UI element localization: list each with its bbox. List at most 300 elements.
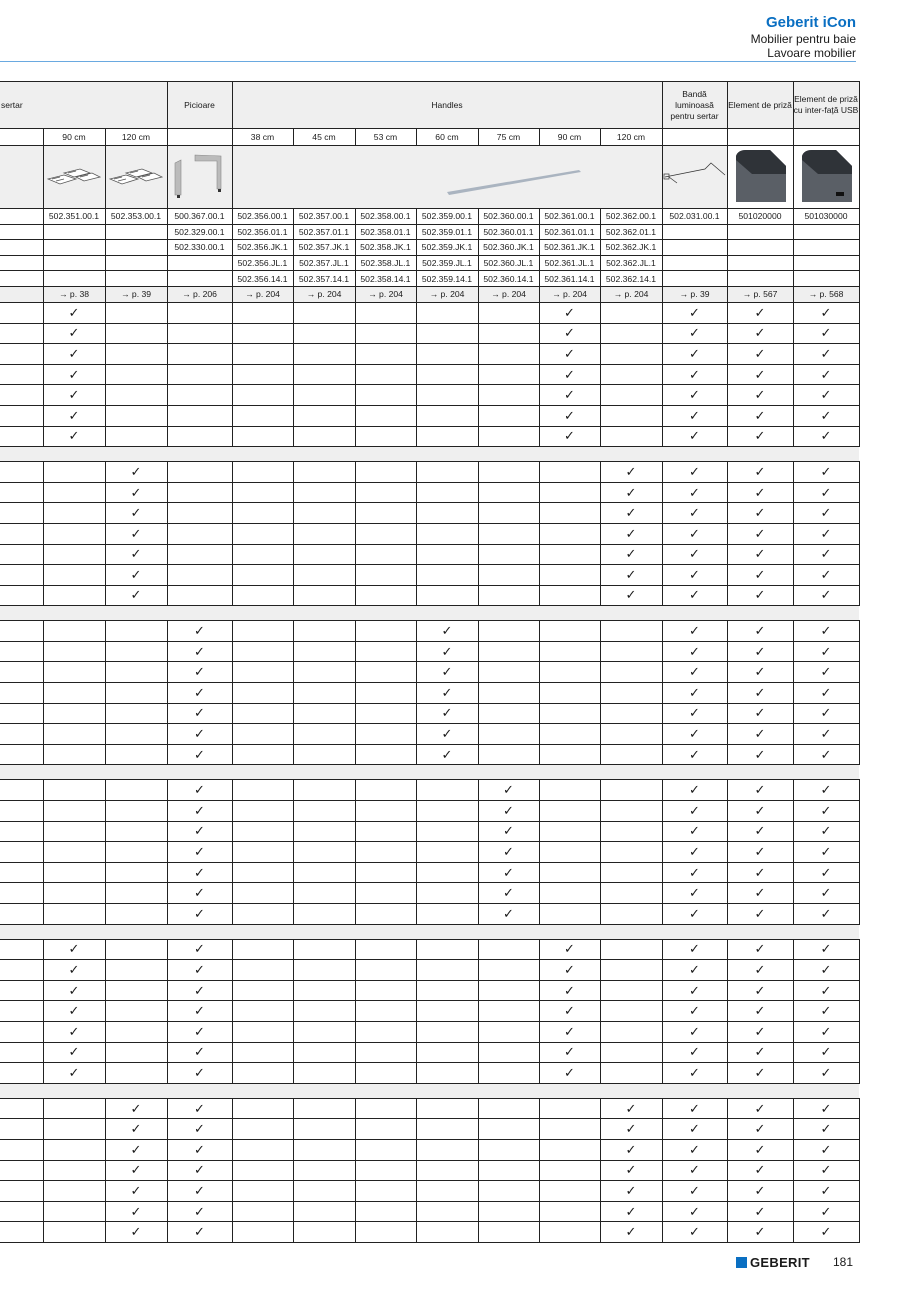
empty-cell [478,585,539,606]
check-icon: ✓ [43,939,105,960]
article-code: 502.359.JK.1 [416,240,478,256]
check-icon: ✓ [167,641,232,662]
empty-cell [43,1181,105,1202]
empty-cell [232,1139,293,1160]
check-icon: ✓ [478,801,539,822]
check-icon: ✓ [167,883,232,904]
empty-cell [293,821,355,842]
empty-cell [232,703,293,724]
empty-cell [416,482,478,503]
article-code: 502.361.00.1 [539,209,600,225]
check-icon: ✓ [727,1181,793,1202]
empty-cell [600,744,662,765]
page-number: 181 [833,1255,854,1269]
check-icon: ✓ [727,302,793,323]
check-icon: ✓ [167,1139,232,1160]
empty-cell [232,683,293,704]
empty-cell [232,821,293,842]
empty-cell [293,662,355,683]
empty-cell [0,1181,43,1202]
empty-cell [478,1160,539,1181]
empty-cell [539,503,600,524]
check-icon: ✓ [727,621,793,642]
empty-cell [478,426,539,447]
empty-cell [539,621,600,642]
drawer-insert-image [43,146,105,209]
empty-cell [293,1001,355,1022]
check-icon: ✓ [105,1160,167,1181]
empty-cell [600,980,662,1001]
check-icon: ✓ [539,323,600,344]
size-label: 60 cm [416,129,478,146]
article-code [727,255,793,271]
empty-cell [600,1001,662,1022]
empty-cell [0,703,43,724]
empty-cell [416,1042,478,1063]
check-icon: ✓ [793,385,859,406]
empty-cell [416,302,478,323]
empty-cell [167,385,232,406]
empty-cell [232,724,293,745]
empty-cell [416,939,478,960]
check-icon: ✓ [793,662,859,683]
article-code [793,255,859,271]
check-icon: ✓ [662,1063,727,1084]
group-header: Picioare [167,82,232,129]
empty-cell [600,1042,662,1063]
empty-cell [105,385,167,406]
section-divider [0,765,859,780]
empty-cell [600,323,662,344]
article-code [793,240,859,256]
empty-cell [232,842,293,863]
empty-cell [600,960,662,981]
check-icon: ✓ [662,1021,727,1042]
empty-cell [43,780,105,801]
empty-cell [105,302,167,323]
check-icon: ✓ [662,1160,727,1181]
compatibility-row [0,1098,859,1119]
article-code [793,224,859,240]
check-icon: ✓ [793,1222,859,1243]
empty-cell [43,662,105,683]
empty-cell [355,344,416,365]
empty-cell [355,1160,416,1181]
empty-cell [355,801,416,822]
size-label [793,129,859,146]
empty-cell [416,585,478,606]
drawer-insert-image [105,146,167,209]
group-header-row [0,82,859,129]
page-reference: → p. 204 [600,286,662,302]
check-icon: ✓ [662,323,727,344]
check-icon: ✓ [793,1160,859,1181]
empty-cell [232,565,293,586]
empty-cell [0,344,43,365]
empty-cell [0,1098,43,1119]
page-reference: → p. 206 [167,286,232,302]
empty-cell [293,1201,355,1222]
section-divider [0,447,859,462]
page-reference: → p. 204 [416,286,478,302]
empty-cell [600,344,662,365]
compatibility-row [0,744,859,765]
empty-cell [105,960,167,981]
compatibility-row [0,462,859,483]
empty-cell [600,724,662,745]
check-icon: ✓ [727,385,793,406]
page-reference [0,286,43,302]
empty-cell [293,960,355,981]
check-icon: ✓ [662,1042,727,1063]
empty-cell [43,744,105,765]
check-icon: ✓ [793,801,859,822]
article-code [727,271,793,287]
check-icon: ✓ [727,344,793,365]
article-code: 500.367.00.1 [167,209,232,225]
article-code [43,224,105,240]
empty-cell [232,980,293,1001]
empty-cell [539,1139,600,1160]
page-reference: → p. 568 [793,286,859,302]
check-icon: ✓ [539,344,600,365]
empty-cell [355,523,416,544]
compatibility-row [0,724,859,745]
empty-cell [0,482,43,503]
empty-cell [600,426,662,447]
article-code [0,255,43,271]
check-icon: ✓ [167,1021,232,1042]
geberit-logo [736,1255,810,1270]
empty-cell [293,939,355,960]
compatibility-row [0,621,859,642]
empty-cell [0,462,43,483]
empty-cell [232,1001,293,1022]
article-code: 502.358.00.1 [355,209,416,225]
empty-cell [478,503,539,524]
empty-cell [539,462,600,483]
empty-cell [355,821,416,842]
empty-cell [43,621,105,642]
empty-cell [232,1063,293,1084]
check-icon: ✓ [600,1181,662,1202]
check-icon: ✓ [793,1139,859,1160]
empty-cell [293,883,355,904]
empty-cell [167,302,232,323]
compatibility-row [0,385,859,406]
section-separator [0,1083,859,1098]
compatibility-row [0,523,859,544]
empty-cell [416,1063,478,1084]
check-icon: ✓ [43,1042,105,1063]
empty-cell [478,1119,539,1140]
empty-cell [0,780,43,801]
empty-cell [293,344,355,365]
empty-cell [416,503,478,524]
empty-cell [232,503,293,524]
empty-cell [355,1119,416,1140]
size-label: 53 cm [355,129,416,146]
empty-cell [293,1098,355,1119]
empty-cell [539,1098,600,1119]
empty-cell [416,883,478,904]
empty-cell [293,405,355,426]
empty-cell [539,523,600,544]
empty-cell [600,1021,662,1042]
check-icon: ✓ [600,565,662,586]
check-icon: ✓ [600,1201,662,1222]
empty-cell [43,862,105,883]
check-icon: ✓ [167,1201,232,1222]
empty-cell [0,662,43,683]
empty-cell [539,1160,600,1181]
empty-cell [105,724,167,745]
empty-cell [167,344,232,365]
empty-cell [43,585,105,606]
check-icon: ✓ [727,1042,793,1063]
empty-cell [167,364,232,385]
empty-cell [293,585,355,606]
article-code: 502.360.00.1 [478,209,539,225]
empty-cell [0,904,43,925]
compatibility-row [0,883,859,904]
empty-cell [293,503,355,524]
article-code [727,240,793,256]
empty-cell [478,1181,539,1202]
check-icon: ✓ [793,1042,859,1063]
image-cell [0,146,43,209]
page-reference: → p. 39 [105,286,167,302]
article-code [105,255,167,271]
check-icon: ✓ [662,1139,727,1160]
check-icon: ✓ [727,405,793,426]
check-icon: ✓ [793,1119,859,1140]
empty-cell [600,703,662,724]
section-separator [0,606,859,621]
compatibility-row [0,1001,859,1022]
check-icon: ✓ [167,662,232,683]
empty-cell [539,904,600,925]
empty-cell [416,862,478,883]
check-icon: ✓ [727,323,793,344]
empty-cell [478,939,539,960]
empty-cell [167,482,232,503]
check-icon: ✓ [43,385,105,406]
article-code [43,240,105,256]
article-code [0,224,43,240]
empty-cell [355,641,416,662]
header-subtitle-1: Mobilier pentru baie [750,32,856,46]
empty-cell [355,724,416,745]
empty-cell [355,1001,416,1022]
article-code [0,209,43,225]
check-icon: ✓ [105,1201,167,1222]
check-icon: ✓ [793,724,859,745]
article-code [727,224,793,240]
empty-cell [43,683,105,704]
empty-cell [167,323,232,344]
socket-image [727,146,793,209]
check-icon: ✓ [793,426,859,447]
empty-cell [232,585,293,606]
check-icon: ✓ [600,1139,662,1160]
article-code: 502.361.01.1 [539,224,600,240]
compatibility-row [0,904,859,925]
check-icon: ✓ [600,1098,662,1119]
check-icon: ✓ [105,482,167,503]
empty-cell [478,565,539,586]
check-icon: ✓ [793,503,859,524]
check-icon: ✓ [793,683,859,704]
check-icon: ✓ [105,523,167,544]
check-icon: ✓ [727,544,793,565]
empty-cell [105,1063,167,1084]
check-icon: ✓ [416,641,478,662]
empty-cell [355,302,416,323]
empty-cell [105,980,167,1001]
empty-cell [232,405,293,426]
brand-title: Geberit iCon [765,14,856,31]
empty-cell [43,904,105,925]
check-icon: ✓ [793,883,859,904]
check-icon: ✓ [727,1098,793,1119]
empty-cell [539,683,600,704]
empty-cell [105,405,167,426]
check-icon: ✓ [167,980,232,1001]
check-icon: ✓ [43,405,105,426]
empty-cell [232,462,293,483]
empty-cell [355,462,416,483]
empty-cell [293,482,355,503]
check-icon: ✓ [539,385,600,406]
check-icon: ✓ [793,544,859,565]
check-icon: ✓ [43,344,105,365]
empty-cell [0,385,43,406]
check-icon: ✓ [662,344,727,365]
check-icon: ✓ [793,980,859,1001]
article-code: 502.358.01.1 [355,224,416,240]
article-code: 501030000 [793,209,859,225]
compatibility-row [0,544,859,565]
check-icon: ✓ [167,960,232,981]
compatibility-row [0,641,859,662]
empty-cell [416,405,478,426]
empty-cell [293,1160,355,1181]
check-icon: ✓ [43,323,105,344]
empty-cell [600,683,662,704]
check-icon: ✓ [727,1063,793,1084]
compatibility-row [0,364,859,385]
empty-cell [355,842,416,863]
group-header: Handles [232,82,662,129]
check-icon: ✓ [793,1098,859,1119]
article-code: 502.329.00.1 [167,224,232,240]
empty-cell [355,1139,416,1160]
empty-cell [416,780,478,801]
check-icon: ✓ [600,523,662,544]
empty-cell [600,883,662,904]
empty-cell [167,405,232,426]
empty-cell [0,939,43,960]
check-icon: ✓ [662,662,727,683]
empty-cell [355,565,416,586]
empty-cell [232,1021,293,1042]
empty-cell [478,683,539,704]
empty-cell [0,323,43,344]
empty-cell [232,744,293,765]
check-icon: ✓ [793,780,859,801]
leg-image [167,146,232,209]
empty-cell [105,821,167,842]
check-icon: ✓ [662,462,727,483]
empty-cell [0,1021,43,1042]
compatibility-row [0,482,859,503]
page-reference: → p. 204 [293,286,355,302]
empty-cell [478,703,539,724]
empty-cell [232,621,293,642]
empty-cell [43,544,105,565]
empty-cell [355,1021,416,1042]
check-icon: ✓ [793,641,859,662]
empty-cell [232,1201,293,1222]
compatibility-row [0,1042,859,1063]
empty-cell [600,364,662,385]
check-icon: ✓ [105,1181,167,1202]
check-icon: ✓ [478,862,539,883]
empty-cell [416,344,478,365]
check-icon: ✓ [727,703,793,724]
logo-square-icon [736,1257,747,1268]
article-code [662,255,727,271]
empty-cell [478,405,539,426]
empty-cell [0,821,43,842]
check-icon: ✓ [167,744,232,765]
empty-cell [232,482,293,503]
empty-cell [478,980,539,1001]
empty-cell [416,323,478,344]
check-icon: ✓ [793,585,859,606]
empty-cell [600,862,662,883]
empty-cell [600,842,662,863]
check-icon: ✓ [727,1160,793,1181]
check-icon: ✓ [600,1160,662,1181]
header-divider [0,61,856,62]
group-header: Element de priză cu inter-față USB [793,82,859,129]
group-header: Element de priză [727,82,793,129]
check-icon: ✓ [105,1098,167,1119]
article-code: 502.358.JK.1 [355,240,416,256]
check-icon: ✓ [662,821,727,842]
empty-cell [478,302,539,323]
empty-cell [355,904,416,925]
empty-cell [0,621,43,642]
check-icon: ✓ [727,585,793,606]
empty-cell [478,744,539,765]
article-code: 502.362.00.1 [600,209,662,225]
check-icon: ✓ [539,1063,600,1084]
check-icon: ✓ [167,683,232,704]
article-code: 502.358.14.1 [355,271,416,287]
empty-cell [43,565,105,586]
empty-cell [167,503,232,524]
check-icon: ✓ [43,1063,105,1084]
empty-cell [539,1119,600,1140]
compatibility-row [0,821,859,842]
empty-cell [355,426,416,447]
check-icon: ✓ [793,703,859,724]
check-icon: ✓ [43,960,105,981]
check-icon: ✓ [727,426,793,447]
